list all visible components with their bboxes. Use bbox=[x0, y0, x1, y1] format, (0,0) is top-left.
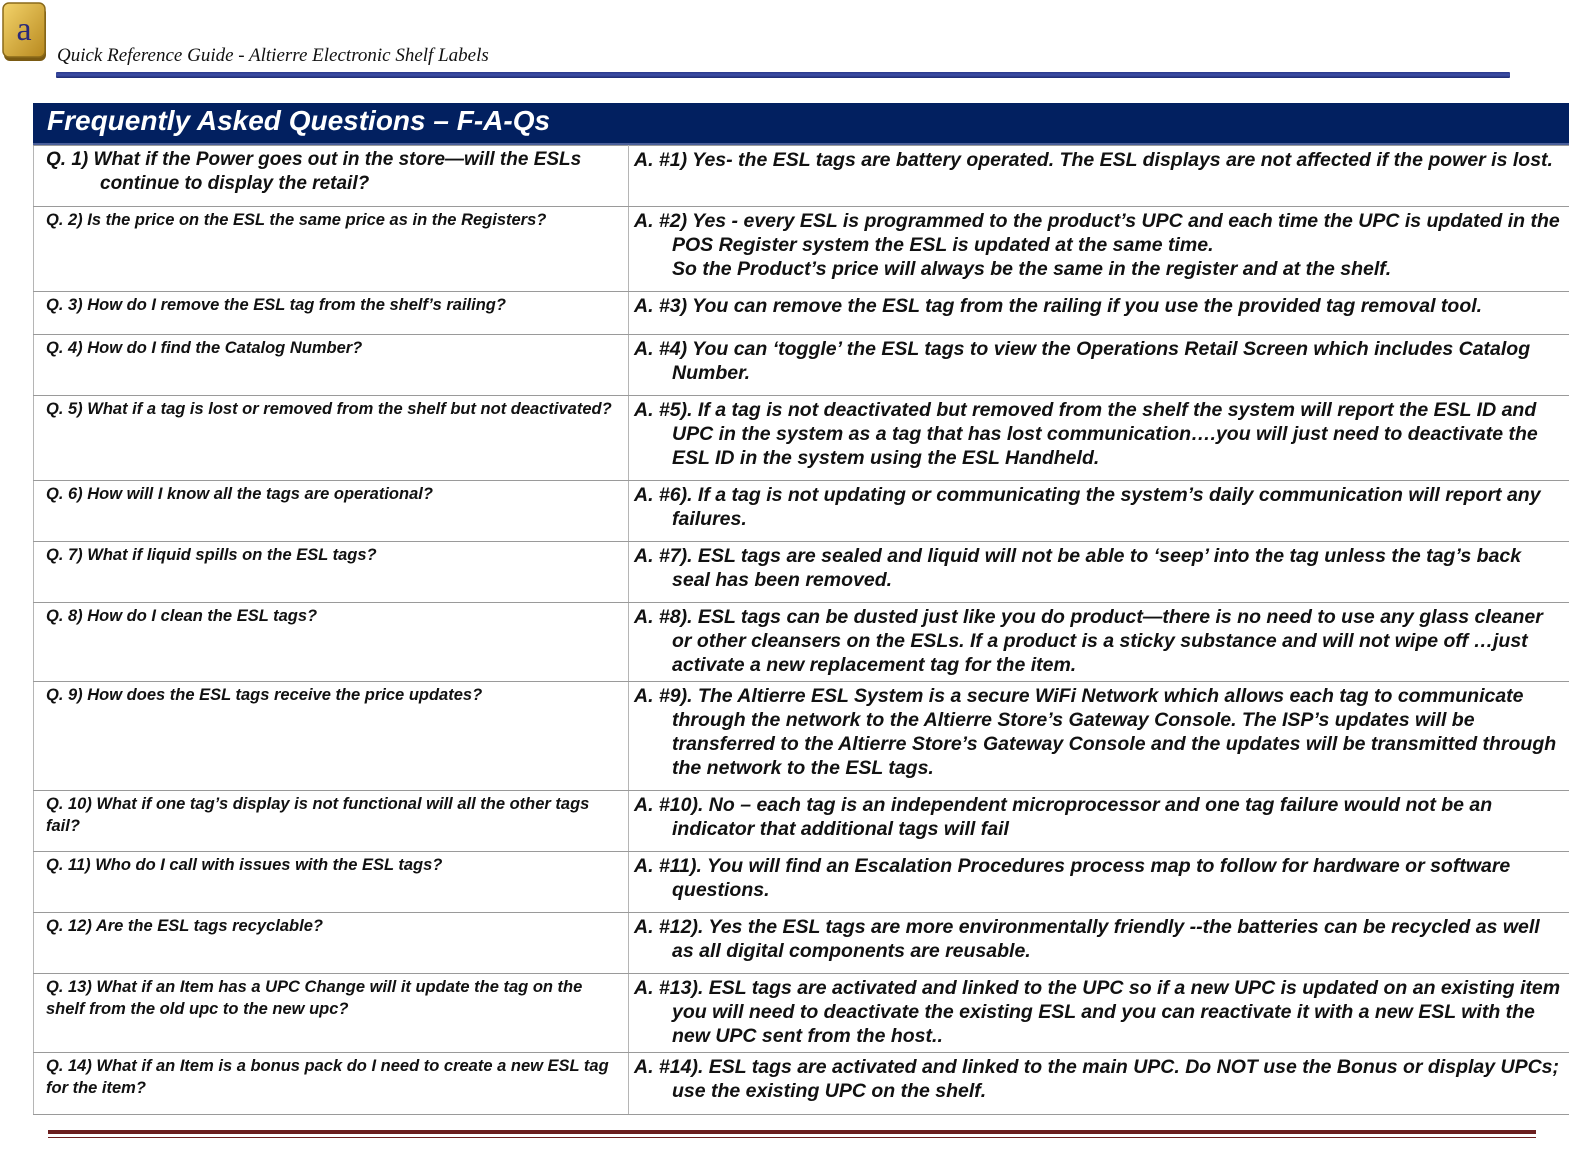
table-row bbox=[34, 335, 1570, 396]
faq-question: Q. 7) What if liquid spills on the ESL tags? bbox=[34, 542, 629, 603]
faq-question: Q. 10) What if one tag’s display is not functional will all the other tags fail? bbox=[34, 791, 629, 852]
table-row bbox=[34, 207, 1570, 292]
faq-question: Q. 4) How do I find the Catalog Number? bbox=[34, 335, 629, 396]
table-row bbox=[34, 396, 1570, 481]
faq-question: Q. 8) How do I clean the ESL tags? bbox=[34, 603, 629, 682]
faq-table bbox=[33, 145, 1569, 1115]
table-row bbox=[34, 1053, 1570, 1115]
faq-answer: A. #13). ESL tags are activated and linked to the UPC so if a new UPC is updated on an existing item you will need to deactivate the existing ESL and you can reactivate it with a new ESL with the new UPC sent from the host.. bbox=[629, 974, 1570, 1053]
faq-answer: A. #3) You can remove the ESL tag from the railing if you use the provided tag removal tool. bbox=[629, 292, 1570, 335]
faq-question: Q. 5) What if a tag is lost or removed from the shelf but not deactivated? bbox=[34, 396, 629, 481]
faq-answer: A. #1) Yes- the ESL tags are battery operated. The ESL displays are not affected if the power is lost. bbox=[629, 146, 1570, 207]
faq-question: Q. 3) How do I remove the ESL tag from the shelf’s railing? bbox=[34, 292, 629, 335]
faq-answer: A. #5). If a tag is not deactivated but removed from the shelf the system will report the ESL ID and UPC in the system as a tag that has lost communication….you will just need to deactivate the ESL ID in the system using the ESL Handheld. bbox=[629, 396, 1570, 481]
table-row bbox=[34, 852, 1570, 913]
table-row bbox=[34, 292, 1570, 335]
table-row bbox=[34, 481, 1570, 542]
faq-question: Q. 1) What if the Power goes out in the store—will the ESLs continue to display the retail? bbox=[34, 146, 629, 207]
table-row bbox=[34, 913, 1570, 974]
table-row bbox=[34, 603, 1570, 682]
table-row bbox=[34, 791, 1570, 852]
faq-question: Q. 11) Who do I call with issues with the ESL tags? bbox=[34, 852, 629, 913]
faq-section bbox=[33, 103, 1569, 1115]
faq-answer: A. #9). The Altierre ESL System is a secure WiFi Network which allows each tag to communicate through the network to the Altierre Store’s Gateway Console. The ISP’s updates will be transferred to the Altierre Store’s Gateway Console and the updates will be transmitted through the network to the ESL tags. bbox=[629, 682, 1570, 791]
faq-answer: A. #12). Yes the ESL tags are more environmentally friendly --the batteries can be recycled as well as all digital components are reusable. bbox=[629, 913, 1570, 974]
faq-answer: A. #7). ESL tags are sealed and liquid will not be able to ‘seep’ into the tag unless the tag’s back seal has been removed. bbox=[629, 542, 1570, 603]
altierre-logo bbox=[2, 2, 48, 62]
table-row bbox=[34, 542, 1570, 603]
faq-answer: A. #8). ESL tags can be dusted just like you do product—there is no need to use any glass cleaner or other cleansers on the ESLs. If a product is a sticky substance and will not wipe off …just activate a new replacement tag for the item. bbox=[629, 603, 1570, 682]
faq-question: Q. 2) Is the price on the ESL the same price as in the Registers? bbox=[34, 207, 629, 292]
table-row bbox=[34, 974, 1570, 1053]
footer-rule-thin bbox=[48, 1137, 1536, 1138]
faq-question: Q. 13) What if an Item has a UPC Change will it update the tag on the shelf from the old upc to the new upc? bbox=[34, 974, 629, 1053]
footer-rule bbox=[48, 1130, 1536, 1134]
faq-answer bbox=[629, 207, 1570, 292]
faq-answer: A. #11). You will find an Escalation Procedures process map to follow for hardware or software questions. bbox=[629, 852, 1570, 913]
faq-title: Frequently Asked Questions – F-A-Qs bbox=[33, 103, 1569, 145]
logo-letter: a bbox=[16, 11, 32, 48]
faq-answer: A. #14). ESL tags are activated and linked to the main UPC. Do NOT use the Bonus or display UPCs; use the existing UPC on the shelf. bbox=[629, 1053, 1570, 1115]
faq-answer-text: So the Product’s price will always be the same in the register and at the shelf. bbox=[672, 258, 1392, 280]
table-row bbox=[34, 146, 1570, 207]
page-header-title: Quick Reference Guide - Altierre Electronic Shelf Labels bbox=[57, 45, 489, 66]
faq-question: Q. 14) What if an Item is a bonus pack do I need to create a new ESL tag for the item? bbox=[34, 1053, 629, 1115]
table-row bbox=[34, 682, 1570, 791]
faq-question: Q. 9) How does the ESL tags receive the price updates? bbox=[34, 682, 629, 791]
faq-answer: A. #6). If a tag is not updating or communicating the system’s daily communication will report any failures. bbox=[629, 481, 1570, 542]
header-rule bbox=[56, 72, 1510, 78]
faq-question: Q. 12) Are the ESL tags recyclable? bbox=[34, 913, 629, 974]
faq-answer-text: A. #2) Yes - every ESL is programmed to the product’s UPC and each time the UPC is updated in the POS Register system the ESL is updated at the same time. bbox=[634, 210, 1560, 256]
faq-answer: A. #10). No – each tag is an independent microprocessor and one tag failure would not be an indicator that additional tags will fail bbox=[629, 791, 1570, 852]
faq-answer: A. #4) You can ‘toggle’ the ESL tags to view the Operations Retail Screen which includes Catalog Number. bbox=[629, 335, 1570, 396]
faq-question: Q. 6) How will I know all the tags are operational? bbox=[34, 481, 629, 542]
